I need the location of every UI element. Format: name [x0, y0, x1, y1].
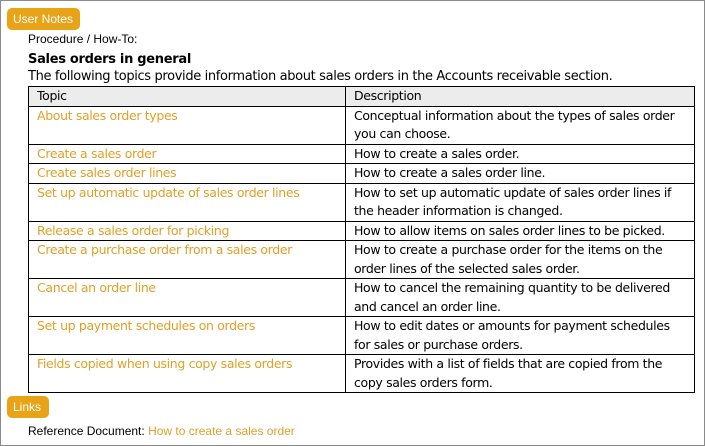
table-row	[29, 106, 695, 144]
description-cell: How to allow items on sales order lines to be picked.	[346, 221, 695, 241]
table-row	[29, 317, 695, 355]
column-header-description: Description	[346, 87, 695, 107]
page-title: Sales orders in general	[28, 52, 191, 67]
column-header-topic: Topic	[29, 87, 346, 107]
table-row	[29, 355, 695, 393]
topic-link[interactable]: Create a sales order	[37, 145, 157, 161]
table-header-row	[29, 87, 695, 107]
breadcrumb: Procedure / How-To:	[28, 32, 138, 46]
table-row	[29, 144, 695, 164]
topic-cell	[29, 106, 346, 144]
intro-text: The following topics provide information about sales orders in the Accounts receivable section.	[28, 69, 613, 84]
topic-link[interactable]: Set up payment schedules on orders	[37, 318, 255, 333]
topic-link[interactable]: Release a sales order for picking	[37, 222, 230, 238]
topics-table	[28, 86, 695, 393]
description-cell: How to cancel the remaining quantity to be delivered and cancel an order line.	[346, 279, 695, 317]
description-cell: How to edit dates or amounts for payment schedules for sales or purchase orders.	[346, 317, 695, 355]
topic-link[interactable]: Fields copied when using copy sales orders	[37, 356, 293, 371]
description-cell: How to create a sales order.	[346, 144, 695, 164]
table-row	[29, 183, 695, 221]
topic-cell	[29, 221, 346, 241]
topic-cell	[29, 279, 346, 317]
topic-link[interactable]: Create a purchase order from a sales order	[37, 242, 292, 257]
links-badge: Links	[7, 396, 49, 418]
topic-cell	[29, 183, 346, 221]
table-row	[29, 164, 695, 184]
topic-link[interactable]: Set up automatic update of sales order lines	[37, 184, 300, 200]
description-cell: How to set up automatic update of sales order lines if the header information is changed.	[346, 183, 695, 221]
topic-cell	[29, 317, 346, 355]
description-cell: Provides with a list of fields that are copied from the copy sales orders form.	[346, 355, 695, 393]
table-row	[29, 221, 695, 241]
reference-document	[28, 424, 295, 438]
description-cell: How to create a sales order line.	[346, 164, 695, 184]
table-row	[29, 241, 695, 279]
topic-cell	[29, 241, 346, 279]
topic-link[interactable]: About sales order types	[37, 107, 178, 123]
description-cell: Conceptual information about the types of sales order you can choose.	[346, 106, 695, 144]
topic-cell	[29, 144, 346, 164]
description-cell: How to create a purchase order for the items on the order lines of the selected sales order.	[346, 241, 695, 279]
topic-link[interactable]: Cancel an order line	[37, 280, 156, 295]
reference-label: Reference Document:	[28, 424, 149, 438]
topic-link[interactable]: Create sales order lines	[37, 165, 177, 180]
topic-cell	[29, 355, 346, 393]
topic-cell	[29, 164, 346, 184]
user-notes-badge: User Notes	[7, 8, 80, 30]
table-row	[29, 279, 695, 317]
reference-link[interactable]: How to create a sales order	[148, 424, 295, 438]
